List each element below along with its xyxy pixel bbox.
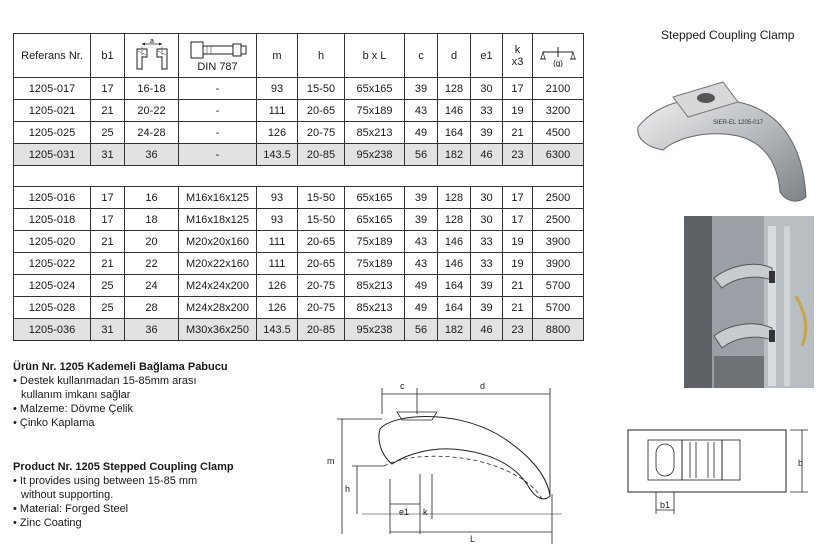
table-cell: M30x36x250 (179, 319, 257, 341)
table-cell: 33 (471, 231, 503, 253)
table-cell: 39 (471, 122, 503, 144)
table-cell: 95x238 (345, 144, 405, 166)
table-cell: 126 (257, 275, 298, 297)
table-cell: 20-65 (298, 100, 345, 122)
table-cell: M24x24x200 (179, 275, 257, 297)
table-cell: M20x20x160 (179, 231, 257, 253)
table-cell: 39 (471, 275, 503, 297)
table-cell: 30 (471, 78, 503, 100)
table-row (14, 78, 584, 100)
description-en-item: • It provides using between 15-85 mm without supporting. (13, 475, 198, 501)
col-bxl: b x L (345, 34, 405, 78)
table-cell: 111 (257, 231, 298, 253)
table-cell: 20 (125, 231, 179, 253)
table-header-row (14, 34, 584, 78)
col-a (125, 34, 179, 78)
table-cell: 36 (125, 144, 179, 166)
table-cell: 39 (405, 209, 438, 231)
table-cell: 93 (257, 187, 298, 209)
table-row (14, 209, 584, 231)
description-tr-title: Ürün Nr. 1205 Kademeli Bağlama Pabucu (13, 361, 228, 373)
table-cell: M16x18x125 (179, 209, 257, 231)
table-cell: 1205-021 (14, 100, 91, 122)
dim-d: d (480, 381, 486, 391)
col-e1: e1 (471, 34, 503, 78)
table-cell: 33 (471, 253, 503, 275)
table-cell: 1205-016 (14, 187, 91, 209)
table-cell: 17 (503, 187, 533, 209)
dim-k: k (423, 507, 428, 517)
table-cell: 182 (438, 144, 471, 166)
table-cell: 17 (91, 187, 125, 209)
table-cell: 75x189 (345, 231, 405, 253)
table-cell: 17 (503, 209, 533, 231)
table-cell: 24-28 (125, 122, 179, 144)
table-cell: 6300 (533, 144, 584, 166)
table-cell: 21 (91, 231, 125, 253)
col-k: k x3 (503, 34, 533, 78)
table-cell: 126 (257, 122, 298, 144)
table-cell: 146 (438, 100, 471, 122)
clamp-stamp: SIER-EL 1205-017 (713, 120, 764, 126)
clamp-product-image (628, 62, 818, 212)
table-row (14, 122, 584, 144)
table-cell: 20-65 (298, 231, 345, 253)
table-cell: 1205-025 (14, 122, 91, 144)
table-cell: 39 (405, 78, 438, 100)
table-cell: 5700 (533, 275, 584, 297)
table-cell: 36 (125, 319, 179, 341)
table-cell: 21 (503, 297, 533, 319)
table-cell: 46 (471, 144, 503, 166)
table-cell: 65x165 (345, 78, 405, 100)
table-cell: 20-85 (298, 319, 345, 341)
table-cell: 19 (503, 253, 533, 275)
table-cell: 1205-020 (14, 231, 91, 253)
table-cell: 20-75 (298, 122, 345, 144)
table-cell: 143.5 (257, 144, 298, 166)
table-cell: 93 (257, 209, 298, 231)
table-cell: 31 (91, 144, 125, 166)
table-cell: 23 (503, 319, 533, 341)
scale-icon (539, 45, 577, 67)
col-d: d (438, 34, 471, 78)
table-cell: 43 (405, 253, 438, 275)
description-en-item: • Zinc Coating (13, 517, 82, 529)
table-cell: 85x213 (345, 297, 405, 319)
table-cell: 128 (438, 209, 471, 231)
dim-m: m (327, 456, 335, 466)
table-cell: M20x22x160 (179, 253, 257, 275)
side-view-drawing (322, 374, 572, 548)
col-h: h (298, 34, 345, 78)
table-cell: 3900 (533, 253, 584, 275)
table-cell: 46 (471, 319, 503, 341)
table-cell: 21 (91, 253, 125, 275)
table-cell: 43 (405, 231, 438, 253)
table-cell: 15-50 (298, 78, 345, 100)
table-cell: 111 (257, 253, 298, 275)
table-cell: 20-65 (298, 253, 345, 275)
table-cell: 31 (91, 319, 125, 341)
dim-h: h (345, 484, 351, 494)
table-cell: 28 (125, 297, 179, 319)
table-cell: 16 (125, 187, 179, 209)
table-cell: 1205-028 (14, 297, 91, 319)
table-cell: 126 (257, 297, 298, 319)
a-label: a (149, 38, 154, 45)
table-cell: 30 (471, 187, 503, 209)
table-cell: 1205-031 (14, 144, 91, 166)
table-cell: 75x189 (345, 100, 405, 122)
table-row (14, 275, 584, 297)
table-cell: - (179, 144, 257, 166)
table-cell: - (179, 122, 257, 144)
table-cell: 2500 (533, 187, 584, 209)
dim-e1: e1 (399, 507, 410, 517)
table-cell: 20-85 (298, 144, 345, 166)
table-cell: 20-22 (125, 100, 179, 122)
col-referans: Referans Nr. (14, 34, 91, 78)
table-cell: 23 (503, 144, 533, 166)
table-cell: 8800 (533, 319, 584, 341)
table-cell: 5700 (533, 297, 584, 319)
table-cell: 16-18 (125, 78, 179, 100)
table-row (14, 231, 584, 253)
table-cell: 33 (471, 100, 503, 122)
table-cell: 25 (91, 297, 125, 319)
table-cell: 25 (91, 122, 125, 144)
table-cell: 17 (91, 209, 125, 231)
table-cell: 30 (471, 209, 503, 231)
table-cell: 1205-024 (14, 275, 91, 297)
table-cell: 1205-036 (14, 319, 91, 341)
table-cell: 3200 (533, 100, 584, 122)
table-cell: 1205-022 (14, 253, 91, 275)
table-cell: M16x16x125 (179, 187, 257, 209)
description-en-title: Product Nr. 1205 Stepped Coupling Clamp (13, 461, 234, 473)
dim-L: L (470, 534, 476, 544)
table-row (14, 144, 584, 166)
table-cell: 75x189 (345, 253, 405, 275)
table-cell: 21 (503, 275, 533, 297)
table-row (14, 100, 584, 122)
table-cell: 39 (471, 297, 503, 319)
usage-photo (684, 216, 814, 388)
col-b1: b1 (91, 34, 125, 78)
col-weight (533, 34, 584, 78)
table-cell: 20-75 (298, 275, 345, 297)
table-row (14, 187, 584, 209)
t-bolt-icon (187, 39, 249, 61)
table-cell: 128 (438, 78, 471, 100)
product-title: Stepped Coupling Clamp (661, 28, 795, 42)
table-cell: 164 (438, 275, 471, 297)
table-cell: 22 (125, 253, 179, 275)
description-en (13, 460, 234, 530)
table-cell: 19 (503, 231, 533, 253)
description-tr (13, 360, 233, 430)
table-cell: 49 (405, 275, 438, 297)
table-cell: 2100 (533, 78, 584, 100)
dim-c: c (400, 381, 405, 391)
table-cell: 15-50 (298, 209, 345, 231)
description-tr-item: • Malzeme: Dövme Çelik (13, 403, 133, 415)
separator-row (14, 166, 584, 187)
table-cell: 21 (91, 100, 125, 122)
col-c: c (405, 34, 438, 78)
dim-b1: b1 (660, 500, 671, 510)
table-cell: 182 (438, 319, 471, 341)
table-cell: 21 (503, 122, 533, 144)
description-tr-item: • Çinko Kaplama (13, 417, 95, 429)
table-cell: 164 (438, 297, 471, 319)
table-cell: 1205-017 (14, 78, 91, 100)
table-cell: 85x213 (345, 122, 405, 144)
table-cell: 43 (405, 100, 438, 122)
description-en-item: • Material: Forged Steel (13, 503, 129, 515)
table-cell: 128 (438, 187, 471, 209)
col-m: m (257, 34, 298, 78)
table-cell: 2500 (533, 209, 584, 231)
dim-b: b (798, 458, 804, 468)
din-label: DIN 787 (197, 60, 238, 73)
table-cell: 95x238 (345, 319, 405, 341)
table-cell: 65x165 (345, 187, 405, 209)
table-cell: 143.5 (257, 319, 298, 341)
table-row (14, 253, 584, 275)
table-cell: 56 (405, 144, 438, 166)
table-cell: 85x213 (345, 275, 405, 297)
table-cell: 65x165 (345, 209, 405, 231)
table-cell: 39 (405, 187, 438, 209)
weight-unit: (g) (553, 58, 563, 67)
table-cell: 20-75 (298, 297, 345, 319)
table-cell: - (179, 78, 257, 100)
table-cell: 17 (91, 78, 125, 100)
slot-width-icon (134, 39, 170, 73)
table-cell: - (179, 100, 257, 122)
table-cell: 93 (257, 78, 298, 100)
table-cell: 164 (438, 122, 471, 144)
table-cell: 146 (438, 253, 471, 275)
table-cell: 56 (405, 319, 438, 341)
table-cell: 146 (438, 231, 471, 253)
table-cell: 3900 (533, 231, 584, 253)
col-din (179, 34, 257, 78)
table-cell: 24 (125, 275, 179, 297)
spec-table (13, 33, 584, 341)
top-view-drawing (620, 424, 815, 524)
description-tr-item: • Destek kullanmadan 15-85mm arası kullanım imkanı sağlar (13, 375, 197, 401)
table-cell: M24x28x200 (179, 297, 257, 319)
table-cell: 15-50 (298, 187, 345, 209)
table-row (14, 297, 584, 319)
table-cell: 49 (405, 122, 438, 144)
table-cell: 18 (125, 209, 179, 231)
table-cell: 49 (405, 297, 438, 319)
table-cell: 25 (91, 275, 125, 297)
table-cell: 1205-018 (14, 209, 91, 231)
table-cell: 19 (503, 100, 533, 122)
table-cell: 4500 (533, 122, 584, 144)
table-row (14, 319, 584, 341)
table-cell: 111 (257, 100, 298, 122)
table-cell: 17 (503, 78, 533, 100)
